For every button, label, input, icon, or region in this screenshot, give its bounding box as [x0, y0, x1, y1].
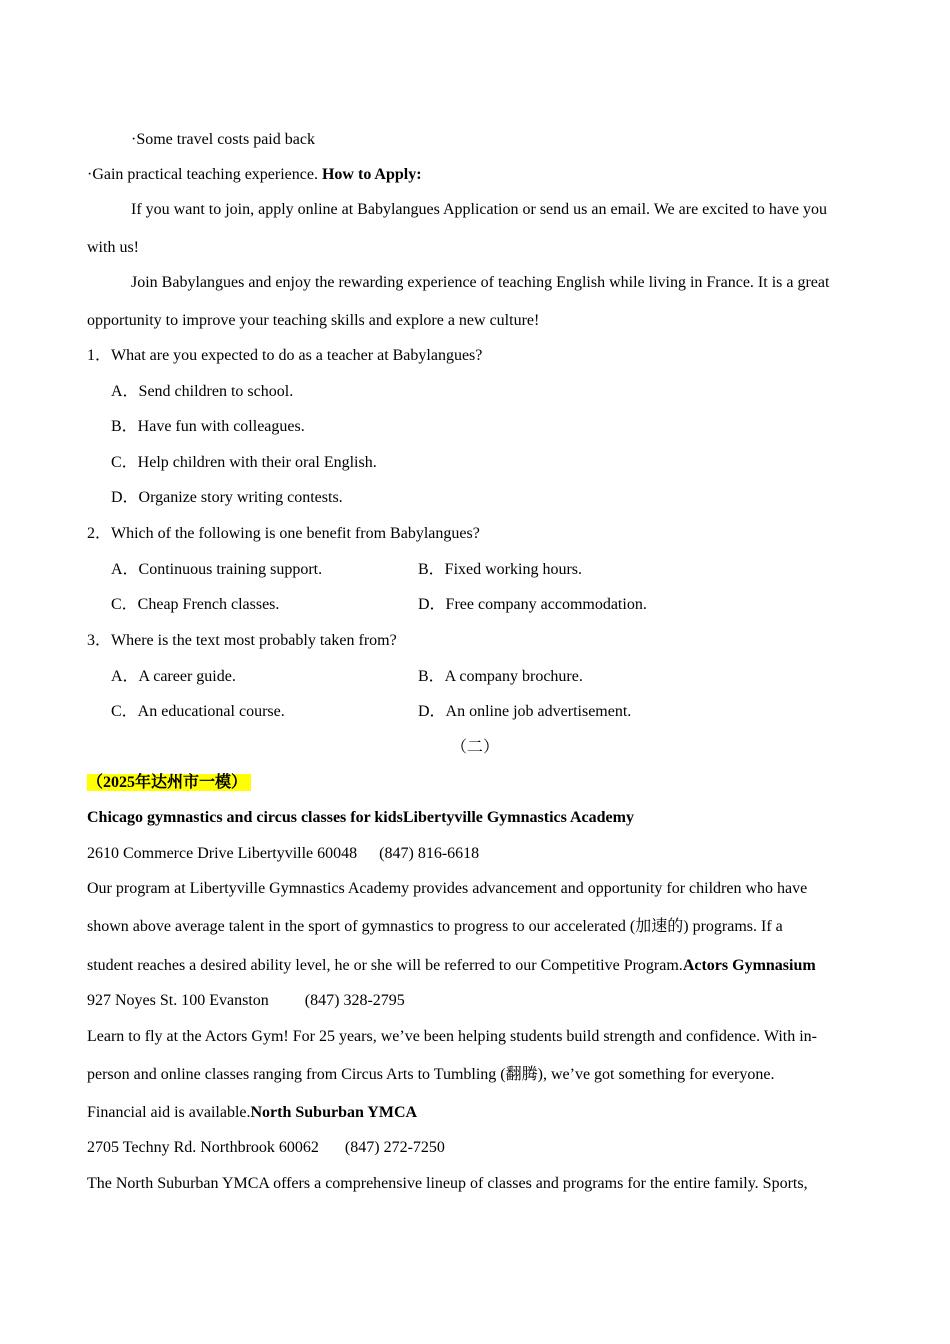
question-3-stem: 3．Where is the text most probably taken from?	[87, 632, 397, 649]
actors-address: 927 Noyes St. 100 Evanston	[87, 992, 269, 1009]
ymca-address: 2705 Techny Rd. Northbrook 60062	[87, 1139, 319, 1156]
question-1-option-b: B．Have fun with colleagues.	[111, 418, 305, 435]
join-paragraph-line-1: Join Babylangues and enjoy the rewarding experience of teaching English while living in France. It is a great	[131, 274, 830, 291]
actors-gymnasium-title: Actors Gymnasium	[682, 957, 816, 974]
question-3-option-c: C．An educational course.	[111, 703, 285, 720]
apply-paragraph-line-1: If you want to join, apply online at Babylangues Application or send us an email. We are excited to have you	[131, 201, 828, 218]
libertyville-desc-text: student reaches a desired ability level, he or she will be referred to our Competitive Program.	[87, 957, 683, 974]
actors-desc-line-3	[87, 1103, 417, 1123]
actors-phone: (847) 328-2795	[304, 992, 405, 1009]
question-2-option-c: C．Cheap French classes.	[111, 596, 280, 613]
join-paragraph-line-2: opportunity to improve your teaching skills and explore a new culture!	[87, 312, 540, 329]
gymnastics-listing-title: Chicago gymnastics and circus classes for kids	[87, 809, 403, 826]
question-3-option-a: A．A career guide.	[111, 668, 236, 685]
actors-contact	[87, 991, 405, 1011]
libertyville-desc-line-2: shown above average talent in the sport of gymnastics to progress to our accelerated (加速的) programs. If a	[87, 918, 783, 935]
ymca-phone: (847) 272-7250	[344, 1139, 445, 1156]
actors-desc-line-1: Learn to fly at the Actors Gym! For 25 years, we’ve been helping students build strength and confidence. With in-	[87, 1028, 817, 1045]
question-1-stem: 1．What are you expected to do as a teacher at Babylangues?	[87, 347, 483, 364]
libertyville-contact	[87, 844, 479, 864]
libertyville-desc-line-3	[87, 956, 816, 976]
question-2-stem: 2．Which of the following is one benefit from Babylangues?	[87, 525, 480, 542]
question-2-option-d: D．Free company accommodation.	[418, 596, 647, 613]
question-3-option-b: B．A company brochure.	[418, 668, 583, 685]
libertyville-academy-title: Libertyville Gymnastics Academy	[402, 809, 634, 826]
question-2-option-a: A．Continuous training support.	[111, 561, 323, 578]
question-3-option-d: D．An online job advertisement.	[418, 703, 632, 720]
bullet-travel-costs: ·Some travel costs paid back	[131, 131, 315, 148]
ymca-desc-line-1: The North Suburban YMCA offers a comprehensive lineup of classes and programs for the entire family. Sports,	[87, 1175, 808, 1192]
actors-desc-line-2: person and online classes ranging from Circus Arts to Tumbling (翻腾), we’ve got something for everyone.	[87, 1066, 775, 1083]
apply-paragraph-line-2: with us!	[87, 239, 139, 256]
bullet-experience-text: ·Gain practical teaching experience.	[87, 166, 322, 183]
how-to-apply-heading: How to Apply:	[321, 166, 422, 183]
section-2-heading: （二）	[450, 739, 499, 756]
actors-financial-aid: Financial aid is available.	[87, 1104, 251, 1121]
ymca-title: North Suburban YMCA	[250, 1104, 418, 1121]
libertyville-desc-line-1: Our program at Libertyville Gymnastics Academy provides advancement and opportunity for children who have	[87, 880, 808, 897]
question-1-option-a: A．Send children to school.	[111, 383, 294, 400]
question-1-option-d: D．Organize story writing contests.	[111, 489, 343, 506]
question-1-option-c: C．Help children with their oral English.	[111, 454, 377, 471]
libertyville-address: 2610 Commerce Drive Libertyville 60048	[87, 845, 358, 862]
bullet-teaching-experience	[87, 165, 422, 185]
source-tag	[87, 773, 251, 793]
source-tag-highlight: （2025年达州市一模）	[87, 774, 251, 791]
libertyville-phone: (847) 816-6618	[379, 845, 480, 862]
section-2-title	[87, 808, 634, 828]
ymca-contact	[87, 1138, 445, 1158]
question-2-option-b: B．Fixed working hours.	[418, 561, 583, 578]
